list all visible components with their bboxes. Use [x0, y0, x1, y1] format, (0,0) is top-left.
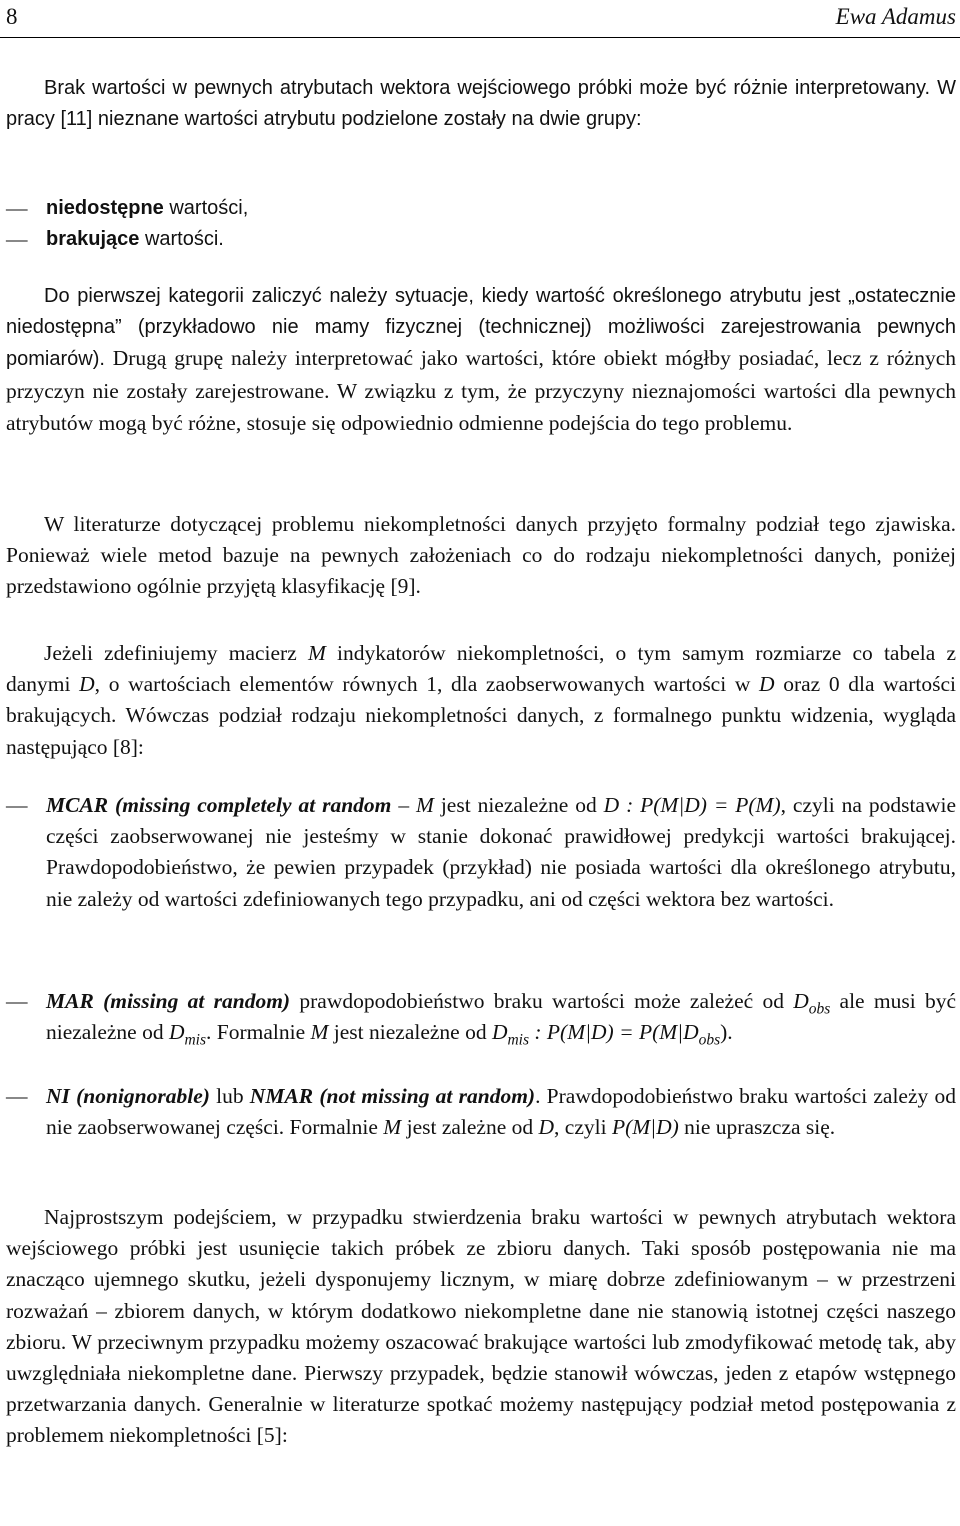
text-run: –: [391, 793, 416, 817]
text-run: . Prawdopodobieństwo braku wartości zależy od nie zaobserwowanej części. Formalnie: [46, 1084, 956, 1140]
dash-bullet: —: [6, 989, 28, 1013]
paragraph-2: [6, 281, 956, 440]
text-run: indykatorów niekompletności, o tym samym rozmiarze co tabela z danymi: [6, 641, 956, 697]
math-D-obs: $D_{obs}$: [793, 989, 831, 1018]
ni-formula: P(M|D): [611, 1115, 679, 1140]
dash-bullet: —: [6, 1084, 28, 1108]
math-D: D: [79, 672, 95, 697]
dash-bullet: —: [6, 793, 28, 817]
paragraph-4: [6, 638, 956, 763]
running-header: [0, 0, 960, 38]
mar-body: [46, 986, 956, 1048]
text-run: , czyli na podstawie części zaobserwowanej nie jesteśmy w stanie dokonać prawidłowej predykcji wartości brakującej. Prawdopodobieństwo, że pewien przypadek (przykład) nie posiada wartości dla określonego atrybutu, nie zależy od wartości zdefiniowanych tego przypadku, ani od części wektora bez wartości.: [46, 793, 957, 911]
group-rest: wartości,: [163, 197, 249, 219]
header-rule: [0, 37, 960, 38]
text-run: ).: [720, 1020, 733, 1045]
paragraph-5: Najprostszym podejściem, w przypadku stwierdzenia braku wartości w pewnych atrybutach wektora wejściowego próbki jest usunięcie takich próbek ze zbioru danych. Taki sposób postępowania nie ma znacząco ujemnego skutku, jeżeli dysponujemy licznym, w miarę dobrze zdefiniowanym – w przestrzeni rozważań – zbiorem danych, w którym dodatkowo niekompletne dane nie stanowią istotnej części naszego zbioru. W przeciwnym przypadku możemy oszacować brakujące wartości lub zmodyfikować metodę tak, aby uwzględniała niekompletne dane. Pierwszy przypadek, będzie stanowił wówczas, jeden z etapów wstępnego przetwarzania danych. Generalnie w literaturze spotkać możemy następujący podział metod postępowania z problemem niekompletności [5]:: [6, 1205, 956, 1448]
math-M: M: [307, 641, 326, 665]
math-D-mis: $D_{mis}$: [168, 1020, 206, 1049]
group-term: brakujące: [46, 228, 140, 250]
text-run: , czyli: [554, 1115, 612, 1140]
text-run: jest niezależne od: [433, 793, 604, 817]
text-run: jest zależne od: [401, 1115, 539, 1140]
mcar-formula: D : P(M|D) = P(M): [603, 793, 781, 817]
paragraph-2-sans: Do pierwszej kategorii zaliczyć należy sytuacje, kiedy wartość określonego atrybutu jest „ostatecznie niedostępna” (przykładowo nie mamy fizycznej (technicznej) możliwości zarejestrowania pewnych pomiarów).: [6, 285, 956, 371]
math-M: M: [383, 1115, 402, 1140]
running-author: Ewa Adamus: [835, 4, 956, 29]
text-run: ale musi być niezależne od: [46, 989, 956, 1045]
group-term: niedostępne: [46, 197, 164, 219]
text-run: Jeżeli zdefiniujemy macierz: [44, 641, 308, 665]
dash-bullet: —: [6, 196, 28, 220]
math-M: M: [310, 1020, 329, 1045]
text-run: oraz 0 dla wartości brakujących. Wówczas podział rodzaju niekompletności danych, z formalnego punktu widzenia, wygląda następująco [8]:: [6, 672, 956, 759]
math-M: M: [415, 793, 434, 817]
paragraph-3: W literaturze dotyczącej problemu niekompletności danych przyjęto formalny podział tego zjawiska. Ponieważ wiele metod bazuje na pewnych założeniach co do rodzaju niekompletności danych, poniżej przedstawiono ogólnie przyjętą klasyfikację [9].: [6, 512, 956, 599]
mar-formula: $D_{mis}$ : $P(M|D) = P(M|D_{obs}$: [491, 1020, 721, 1049]
text-run: nie upraszcza się.: [678, 1115, 836, 1140]
intro-paragraph: Brak wartości w pewnych atrybutach wektora wejściowego próbki może być różnie interpretowany. W pracy [11] nieznane wartości atrybutu podzielone zostały na dwie grupy:: [6, 77, 956, 131]
mar-term: MAR (missing at random): [46, 989, 291, 1013]
group-rest: wartości.: [139, 228, 224, 250]
page-number: 8: [6, 4, 18, 29]
dash-bullet: —: [6, 227, 28, 251]
ni-term: NI (nonignorable): [46, 1084, 210, 1108]
paragraph-2-serif: Drugą grupę należy interpretować jako wartości, które obiekt mógłby posiadać, lecz z różnych przyczyn nie zostały zarejestrowane. W związku z tym, że przyczyny nieznajomości wartości dla pewnych atrybutów mogą być różne, stosuje się odpowiednio odmienne podejścia do tego problemu.: [6, 346, 956, 435]
text-run: lub: [209, 1084, 250, 1108]
mcar-term: MCAR (missing completely at random: [46, 793, 392, 817]
text-run: prawdopodobieństwo braku wartości może zależeć od: [290, 989, 794, 1013]
ni-body: [46, 1081, 956, 1143]
text-run: jest niezależne od: [328, 1020, 492, 1045]
nmar-term: NMAR (not missing at random): [249, 1084, 536, 1108]
mcar-body: [46, 790, 956, 915]
text-run: . Formalnie: [205, 1020, 311, 1045]
math-D: D: [538, 1115, 555, 1140]
math-D: D: [759, 672, 775, 697]
text-run: , o wartościach elementów równych 1, dla zaobserwowanych wartości w: [94, 672, 760, 697]
